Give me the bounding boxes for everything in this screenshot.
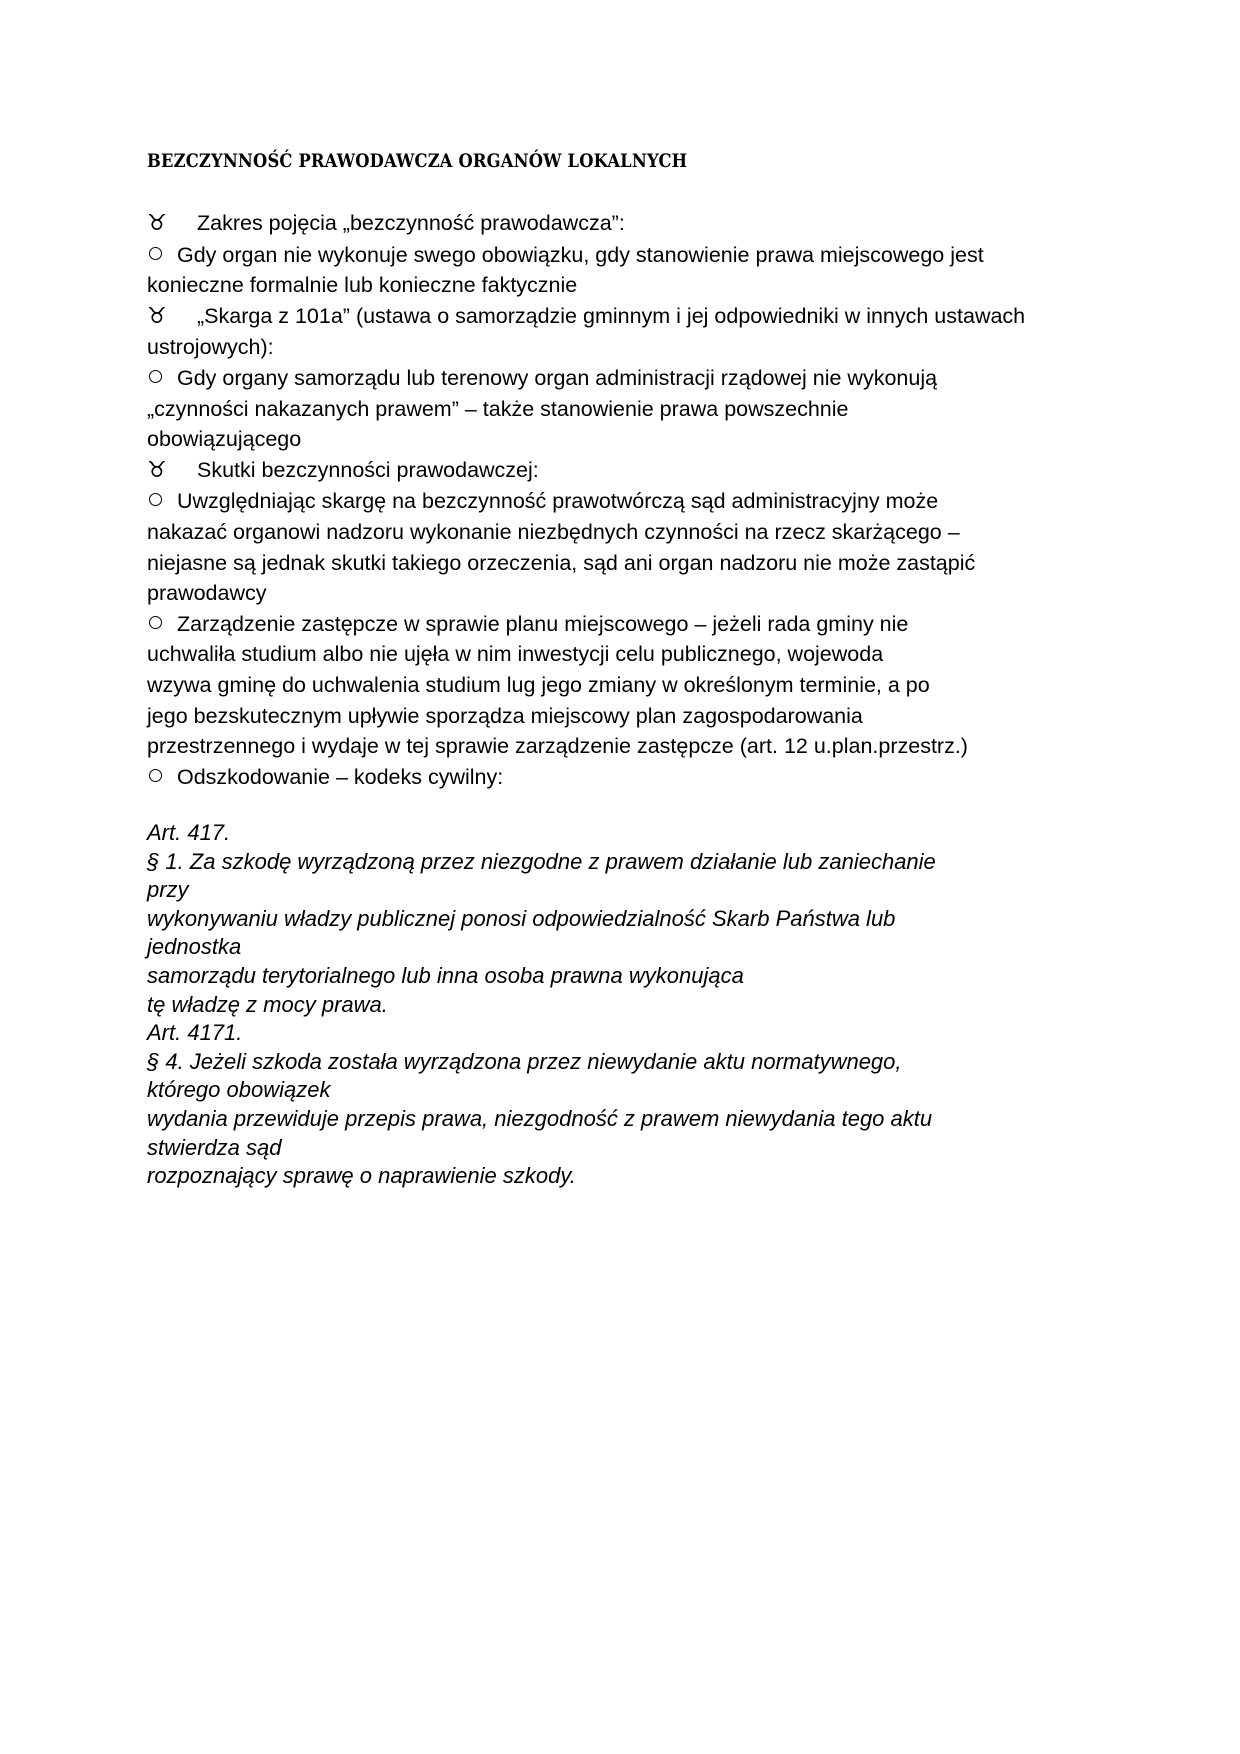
quote-line: § 1. Za szkodę wyrządzoną przez niezgodne z prawem działanie lub zaniechanie: [147, 848, 936, 874]
text-line: konieczne formalnie lub konieczne faktycznie: [147, 273, 578, 298]
list-item: [147, 486, 1107, 517]
list-item-text: Zakres pojęcia „bezczynność prawodawcza”:: [197, 211, 625, 235]
list-item: [147, 208, 1107, 240]
quote-line: wykonywaniu władzy publicznej ponosi odpowiedzialność Skarb Państwa lub: [147, 905, 896, 931]
circle-bullet-icon: [149, 769, 162, 782]
quote-line: jednostka: [147, 934, 242, 960]
list-item-text: Skutki bezczynności prawodawczej:: [197, 457, 539, 482]
quote-line: rozpoznający sprawę o naprawienie szkody.: [147, 1163, 576, 1189]
list-item: [147, 455, 1107, 487]
text-line: prawodawcy: [147, 581, 267, 606]
list-item-text: „Skarga z 101a” (ustawa o samorządzie gminnym i jej odpowiedniki w innych ustawach: [197, 303, 1026, 328]
taurus-bullet-icon: ♉: [147, 303, 167, 329]
quote-line: wydania przewiduje przepis prawa, niezgodność z prawem niewydania tego aktu: [147, 1105, 933, 1131]
text-line: jego bezskutecznym upływie sporządza miejscowy plan zagospodarowania: [147, 703, 863, 728]
text-line: uchwaliła studium albo nie ujęła w nim inwestycji celu publicznego, wojewoda: [147, 642, 884, 667]
quote-line: przy: [147, 877, 189, 903]
quote-line: którego obowiązek: [147, 1077, 331, 1103]
list-item: [147, 762, 1107, 793]
text-line: przestrzennego i wydaje w tej sprawie zarządzenie zastępcze (art. 12 u.plan.przestrz.): [147, 734, 968, 759]
quote-line: tę władzę z mocy prawa.: [147, 991, 388, 1017]
document-body: [147, 208, 1107, 792]
taurus-bullet-icon: ♉: [147, 457, 167, 483]
list-item-text: Odszkodowanie – kodeks cywilny:: [177, 764, 504, 789]
circle-bullet-icon: [149, 616, 162, 629]
text-line: niejasne są jednak skutki takiego orzeczenia, sąd ani organ nadzoru nie może zastąpić: [147, 550, 976, 575]
quote-line: samorządu terytorialnego lub inna osoba prawna wykonująca: [147, 962, 744, 988]
quote-line: Art. 417.: [147, 820, 231, 845]
text-line: nakazać organowi nadzoru wykonanie niezbędnych czynności na rzecz skarżącego –: [147, 519, 960, 544]
page-title: BEZCZYNNOŚĆ PRAWODAWCZA ORGANÓW LOKALNYCH: [147, 150, 688, 172]
list-item: [147, 301, 1107, 333]
circle-bullet-icon: [149, 370, 162, 383]
list-item: [147, 240, 1107, 271]
text-line: ustrojowych):: [147, 335, 274, 360]
taurus-bullet-icon: ♉: [147, 211, 167, 236]
text-line: „czynności nakazanych prawem” – także stanowienie prawa powszechnie: [147, 396, 849, 421]
quote-line: § 4. Jeżeli szkoda została wyrządzona przez niewydanie aktu normatywnego,: [147, 1048, 902, 1074]
legal-quote: [147, 819, 1107, 1191]
list-item-text: Uwzględniając skargę na bezczynność prawotwórczą sąd administracyjny może: [177, 489, 939, 514]
list-item: [147, 609, 1107, 640]
list-item: [147, 363, 1107, 394]
text-line: obowiązującego: [147, 427, 302, 452]
circle-bullet-icon: [149, 247, 162, 260]
quote-line: stwierdza sąd: [147, 1134, 282, 1160]
text-line: wzywa gminę do uchwalenia studium lug jego zmiany w określonym terminie, a po: [147, 672, 930, 697]
circle-bullet-icon: [149, 493, 162, 506]
list-item-text: Gdy organ nie wykonuje swego obowiązku, gdy stanowienie prawa miejscowego jest: [177, 242, 984, 267]
quote-line: Art. 4171.: [147, 1020, 243, 1046]
list-item-text: Gdy organy samorządu lub terenowy organ administracji rządowej nie wykonują: [177, 365, 938, 390]
list-item-text: Zarządzenie zastępcze w sprawie planu miejscowego – jeżeli rada gminy nie: [177, 611, 909, 636]
